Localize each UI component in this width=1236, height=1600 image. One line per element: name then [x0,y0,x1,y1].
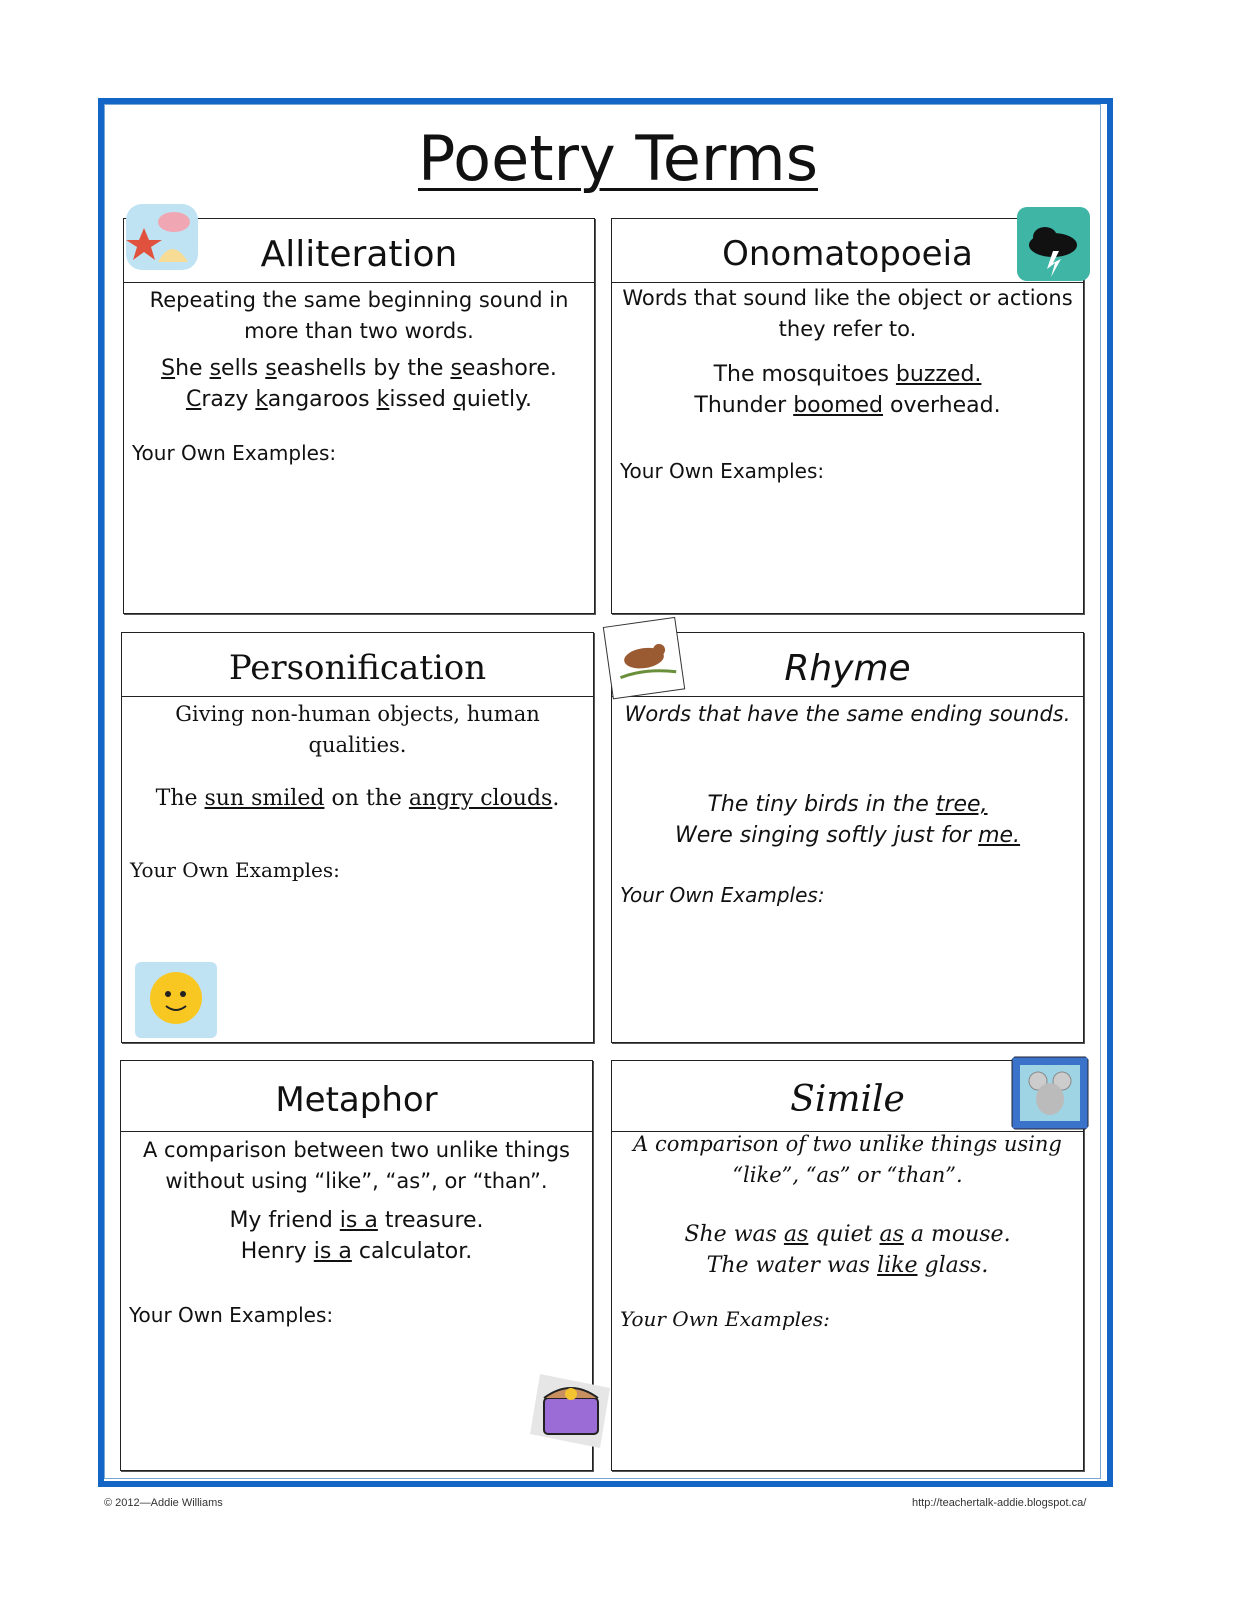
section-definition: Giving non-human objects, human qualities. [175,702,540,757]
example-text: calculator. [351,1239,473,1264]
example-text: Henry [240,1239,314,1264]
smiling-sun-icon [133,952,219,1040]
underlined-word: q [452,387,467,412]
own-examples-label: Your Own Examples: [620,883,825,907]
example-text: My friend [229,1208,340,1233]
section-metaphor [120,1060,593,1471]
example-text: The [155,786,205,811]
example-text: She was [684,1222,784,1247]
section-definition: A comparison between two unlike things without using “like”, “as”, or “than”. [142,1138,570,1193]
example-text: treasure. [377,1208,484,1233]
section-examples [130,353,588,415]
example-text: glass. [917,1253,989,1278]
example-text: angaroos [267,387,377,412]
seashells-icon [122,200,202,274]
underlined-word: k [376,387,390,412]
section-heading: Rhyme [612,633,1083,697]
section-examples [618,359,1077,421]
underlined-word: s [265,356,277,381]
example-text: ells [221,356,266,381]
section-alliteration [123,218,595,614]
example-text: Thunder [694,393,794,418]
underlined-word: buzzed. [895,362,982,387]
example-text: Were singing softly just for [674,823,979,848]
section-heading: Simile [612,1061,1083,1132]
blog-url[interactable]: http://teachertalk-addie.blogspot.ca/ [912,1497,1087,1509]
underlined-word: as [783,1222,809,1247]
example-text: eashells by the [276,356,451,381]
own-examples-label: Your Own Examples: [620,459,825,483]
example-line [618,1250,1077,1281]
example-line [130,384,588,415]
page-title [0,122,1236,195]
own-examples-label: Your Own Examples: [130,858,340,882]
example-line [618,390,1077,421]
section-heading: Alliteration [124,219,594,283]
example-text: overhead. [883,393,1001,418]
underlined-word: as [879,1222,904,1247]
underlined-word: boomed [793,393,884,418]
underlined-word: tree, [935,792,988,817]
example-text: The water was [706,1253,878,1278]
example-line [128,783,587,814]
mouse-icon [1010,1055,1090,1131]
underlined-word: k [255,387,268,412]
example-line [130,353,588,384]
underlined-word: sun smiled [204,786,325,811]
underlined-word: C [185,387,202,412]
underlined-word: s [209,356,222,381]
section-examples [618,789,1077,851]
example-line [127,1236,586,1267]
example-line [618,359,1077,390]
own-examples-label: Your Own Examples: [132,441,337,465]
example-text: The tiny birds in the [707,792,936,817]
example-text: uietly. [466,387,533,412]
underlined-word: like [877,1253,918,1278]
underlined-word: S [161,356,176,381]
section-onomatopoeia [611,218,1084,614]
treasure-chest-icon [526,1368,614,1452]
copyright: © 2012—Addie Williams [104,1497,223,1509]
underlined-word: s [450,356,462,381]
underlined-word: angry clouds [408,786,553,811]
section-definition: Words that sound like the object or actions they refer to. [622,286,1073,341]
bird-icon [600,614,690,702]
example-text: issed [389,387,453,412]
section-definition: Repeating the same beginning sound in more than two words. [149,288,569,343]
example-line [618,1219,1077,1250]
underlined-word: is a [339,1208,378,1233]
example-text: a mouse. [903,1222,1011,1247]
underlined-word: me. [978,823,1021,848]
example-text: he [175,356,210,381]
example-line [618,820,1077,851]
title-text: Poetry Terms [417,122,819,195]
underlined-word: is a [313,1239,352,1264]
section-examples [128,783,587,814]
section-definition: Words that have the same ending sounds. [624,702,1071,726]
section-heading: Personification [122,633,593,697]
example-text: The mosquitoes [713,362,896,387]
section-heading: Onomatopoeia [612,219,1083,283]
example-line [127,1205,586,1236]
section-examples [618,1219,1077,1281]
example-text: on the [324,786,409,811]
section-examples [127,1205,586,1267]
own-examples-label: Your Own Examples: [620,1307,830,1331]
section-heading: Metaphor [121,1061,592,1132]
example-text: quiet [808,1222,880,1247]
section-definition: A comparison of two unlike things using “like”, “as” or “than”. [633,1132,1062,1187]
own-examples-label: Your Own Examples: [129,1303,334,1327]
example-text: razy [201,387,256,412]
example-text: . [552,786,560,811]
example-line [618,789,1077,820]
example-text: eashore. [461,356,557,381]
storm-cloud-icon [1017,207,1090,281]
